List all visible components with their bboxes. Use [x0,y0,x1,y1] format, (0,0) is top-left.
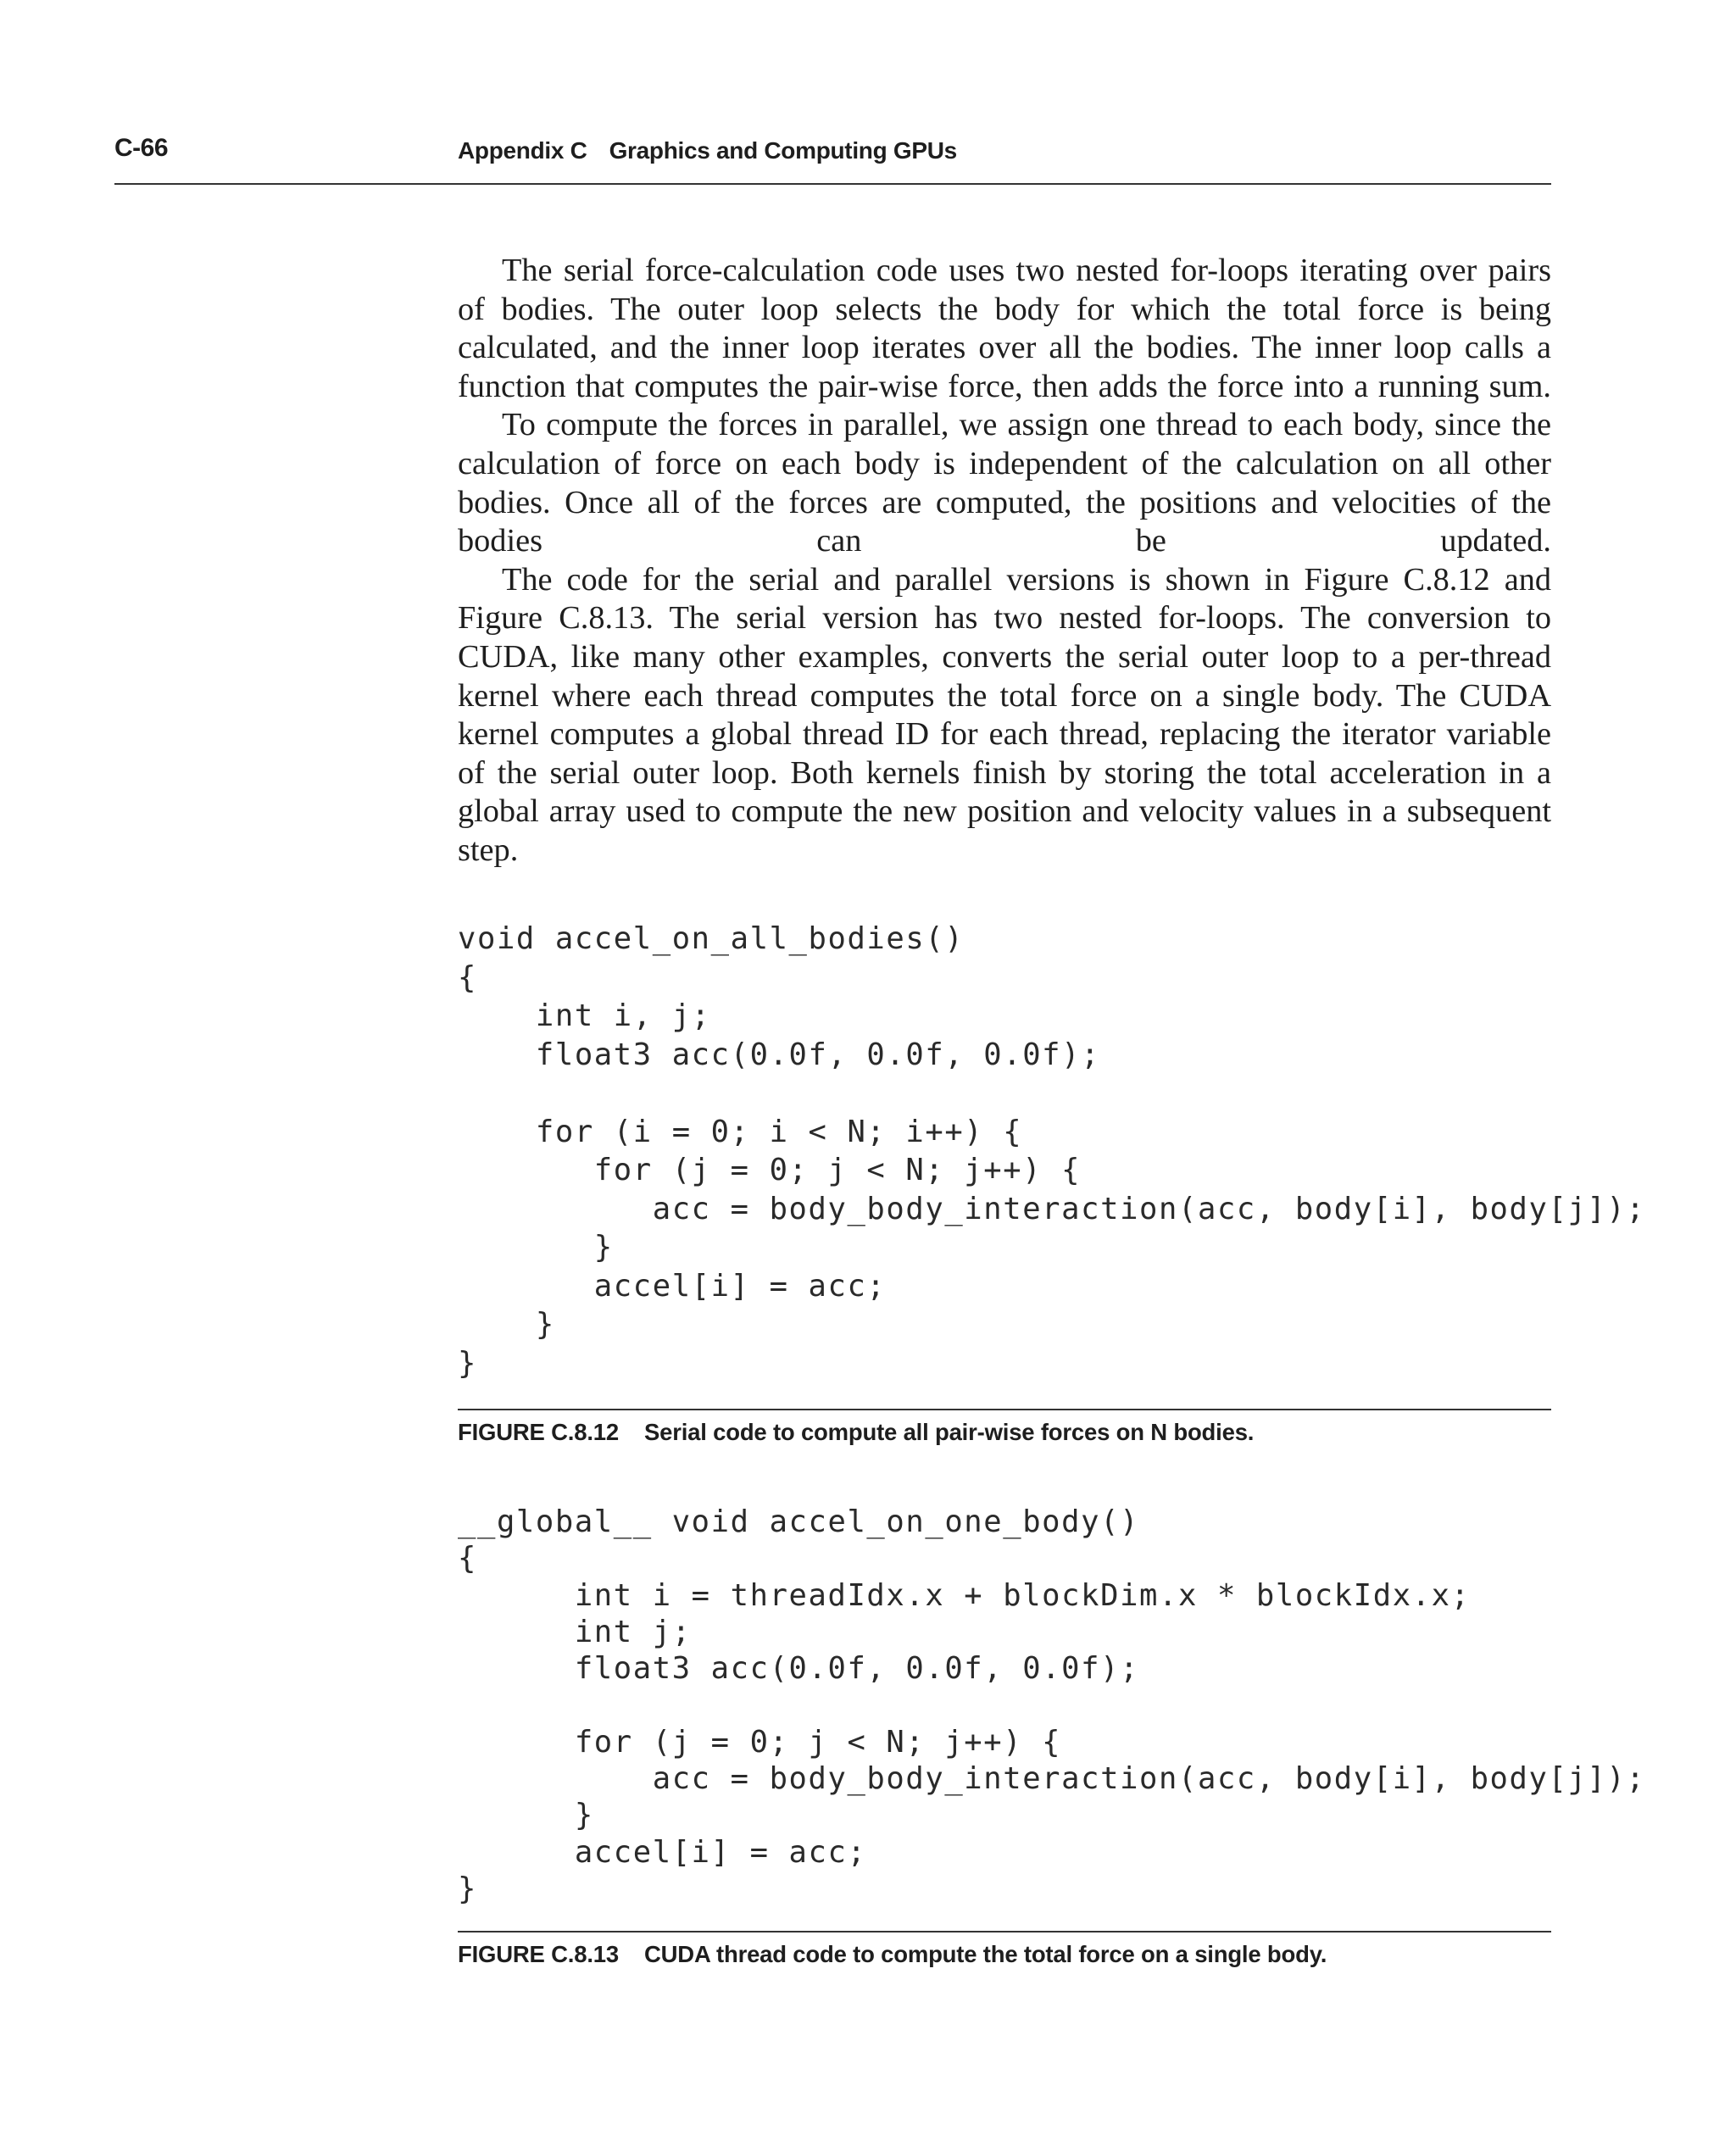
running-head [458,137,957,164]
figure-rule [458,1931,1551,1932]
paragraph: To compute the forces in parallel, we assign one thread to each body, since the calculation of force on each body is independent of the calculation on all other bodies. Once all of the forces are computed, the positions and velocities of the bodies can be updated. [458,407,1551,559]
appendix-label: Appendix C [458,137,587,164]
figure-caption-text: Serial code to compute all pair-wise forces on N bodies. [643,1419,1255,1445]
figure-caption [458,1941,1327,1968]
running-header [114,127,1551,185]
figure-label: FIGURE C.8.12 [458,1419,619,1445]
paragraph: The serial force-calculation code uses two nested for-loops iterating over pairs of bodies. The outer loop selects the body for which the total force is being calculated, and the inner loop iterates over all the bodies. The inner loop calls a function that computes the pair-wise force, then adds the force into a running sum. [458,253,1551,404]
figure-caption [458,1419,1254,1446]
figure-rule [458,1409,1551,1410]
page-number: C-66 [114,134,169,162]
chapter-title: Graphics and Computing GPUs [609,137,957,164]
figure-label: FIGURE C.8.13 [458,1941,619,1967]
body-text [458,252,1551,870]
paragraph: The code for the serial and parallel versions is shown in Figure C.8.12 and Figure C.8.13. The serial version has two nested for-loops. The conversion to CUDA, like many other examples, converts the serial outer loop to a per-thread kernel where each thread computes the total force on a single body. The CUDA kernel computes a global thread ID for each thread, replacing the iterator variable of the serial outer loop. Both kernels finish by storing the total acceleration in a global array used to compute the new position and velocity values in a subsequent step. [458,561,1551,868]
serial-code-listing: void accel_on_all_bodies() { int i, j; float3 acc(0.0f, 0.0f, 0.0f); for (i = 0; i < N; i++) { for (j = 0; j < N; j++) { acc = body_body_interaction(acc, body[i], body[j]); } accel[i] = acc; } } [458,921,1646,1381]
cuda-code-listing: __global__ void accel_on_one_body() { int i = threadIdx.x + blockDim.x * blockIdx.x; int j; float3 acc(0.0f, 0.0f, 0.0f); for (j = 0; j < N; j++) { acc = body_body_interaction(acc, body[i], body[j]); } accel[i] = acc; } [458,1504,1646,1906]
figure-caption-text: CUDA thread code to compute the total force on a single body. [643,1941,1327,1967]
